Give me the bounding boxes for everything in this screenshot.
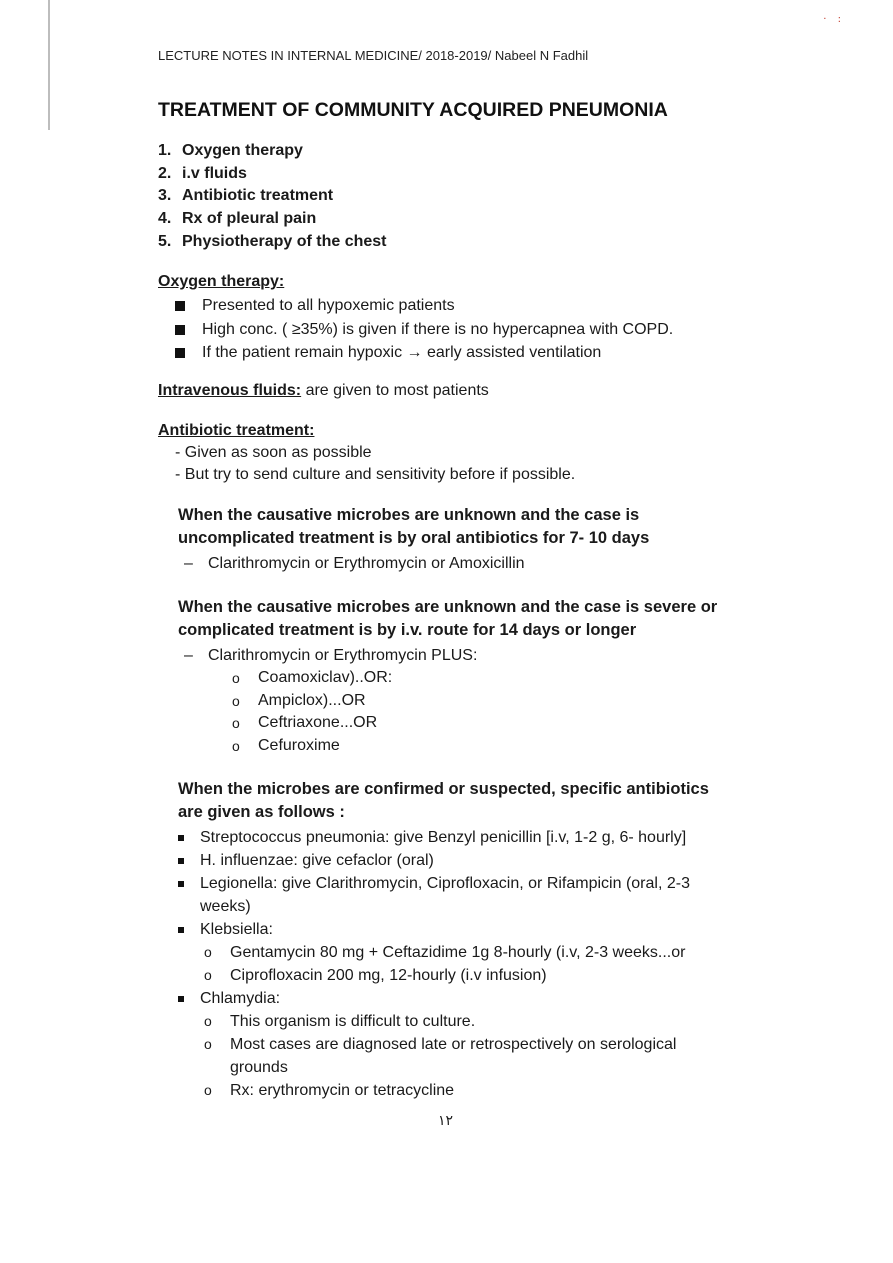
antibiotic-section bbox=[158, 420, 575, 486]
list-item: H. influenzae: give cefaclor (oral) bbox=[178, 849, 738, 872]
list-item: o Ampiclox)...OR bbox=[178, 690, 738, 713]
oxygen-list bbox=[158, 294, 673, 365]
scan-speck: · : bbox=[823, 14, 845, 25]
severe-list bbox=[178, 644, 738, 667]
list-item: o This organism is difficult to culture. bbox=[200, 1010, 738, 1033]
circle-bullet-icon: o bbox=[204, 1013, 212, 1029]
square-bullet-icon bbox=[175, 325, 185, 335]
page-number: ١٢ bbox=[438, 1113, 454, 1129]
outline-item: 1. Oxygen therapy bbox=[158, 142, 303, 159]
square-bullet-icon bbox=[175, 301, 185, 311]
list-item: - But try to send culture and sensitivity before if possible. bbox=[175, 466, 576, 483]
circle-bullet-icon: o bbox=[204, 1082, 212, 1098]
organism-list bbox=[178, 826, 738, 1102]
uncomplicated-paragraph: When the causative microbes are unknown and the case is uncomplicated treatment is by oral antibiotics for 7- 10 days bbox=[178, 506, 650, 547]
list-item: o Rx: erythromycin or tetracycline bbox=[200, 1079, 738, 1102]
list-item: Klebsiella: o Gentamycin 80 mg + Ceftazidime 1g 8-hourly (i.v, 2-3 weeks...or o Ciprofloxacin 200 mg, 12-hourly (i.v infusion) bbox=[178, 918, 738, 987]
uncomplicated-block bbox=[178, 504, 738, 575]
list-item: o Coamoxiclav)..OR: bbox=[178, 667, 738, 690]
square-bullet-icon bbox=[178, 858, 184, 864]
confirmed-paragraph: When the microbes are confirmed or suspected, specific antibiotics are given as follows : bbox=[178, 780, 709, 821]
list-item: o Cefuroxime bbox=[178, 735, 738, 758]
circle-bullet-icon: o bbox=[232, 670, 240, 686]
list-item: If the patient remain hypoxic → early assisted ventilation bbox=[158, 341, 673, 365]
square-bullet-icon bbox=[175, 348, 185, 358]
page-title: TREATMENT OF COMMUNITY ACQUIRED PNEUMONIA bbox=[158, 99, 668, 121]
circle-bullet-icon: o bbox=[232, 692, 240, 709]
circle-bullet-icon: o bbox=[204, 967, 212, 983]
klebsiella-options bbox=[200, 941, 738, 987]
circle-bullet-icon: o bbox=[204, 944, 212, 960]
fluids-section bbox=[158, 380, 489, 402]
outline-item: 3. Antibiotic treatment bbox=[158, 187, 334, 205]
list-item: High conc. ( ≥35%) is given if there is no hypercapnea with COPD. bbox=[158, 318, 673, 342]
severe-paragraph: When the causative microbes are unknown and the case is severe or complicated treatment is by i.v. route for 14 days or longer bbox=[178, 598, 718, 639]
list-item: - Given as soon as possible bbox=[175, 444, 372, 461]
list-item: – Clarithromycin or Erythromycin or Amoxicillin bbox=[184, 555, 525, 572]
list-item: o Ciprofloxacin 200 mg, 12-hourly (i.v infusion) bbox=[200, 964, 738, 987]
fluids-text: are given to most patients bbox=[301, 382, 489, 399]
treatment-outline bbox=[158, 140, 387, 254]
antibiotic-notes bbox=[158, 442, 575, 486]
list-item: – Clarithromycin or Erythromycin PLUS: bbox=[184, 647, 478, 664]
circle-bullet-icon: o bbox=[204, 1036, 212, 1052]
confirmed-block bbox=[178, 778, 738, 1102]
list-item: o Ceftriaxone...OR bbox=[178, 712, 738, 735]
square-bullet-icon bbox=[178, 835, 184, 841]
circle-bullet-icon: o bbox=[232, 715, 240, 732]
antibiotic-heading: Antibiotic treatment: bbox=[158, 422, 315, 439]
scan-edge-mark bbox=[48, 0, 50, 130]
uncomplicated-list bbox=[178, 552, 738, 575]
list-item: o Gentamycin 80 mg + Ceftazidime 1g 8-hourly (i.v, 2-3 weeks...or bbox=[200, 941, 738, 964]
outline-item: 2. i.v fluids bbox=[158, 164, 247, 182]
list-item: Chlamydia: o This organism is difficult to culture. o Most cases are diagnosed late or retrospectively on serological grounds o Rx: erythromycin or tetracycline bbox=[178, 987, 738, 1102]
square-bullet-icon bbox=[178, 927, 184, 933]
list-item: Legionella: give Clarithromycin, Ciprofloxacin, or Rifampicin (oral, 2-3 weeks) bbox=[178, 872, 738, 918]
severe-options bbox=[178, 667, 738, 757]
outline-item: 5. Physiotherapy of the chest bbox=[158, 232, 387, 250]
outline-item: 4. Rx of pleural pain bbox=[158, 210, 317, 228]
square-bullet-icon bbox=[178, 996, 184, 1002]
oxygen-heading: Oxygen therapy: bbox=[158, 273, 285, 290]
square-bullet-icon bbox=[178, 881, 184, 887]
oxygen-section bbox=[158, 271, 673, 365]
list-item: Streptococcus pneumonia: give Benzyl penicillin [i.v, 1-2 g, 6- hourly] bbox=[178, 826, 738, 849]
chlamydia-notes bbox=[200, 1010, 738, 1102]
fluids-heading: Intravenous fluids: bbox=[158, 382, 302, 399]
list-item: o Most cases are diagnosed late or retrospectively on serological grounds bbox=[200, 1033, 738, 1079]
running-header: LECTURE NOTES IN INTERNAL MEDICINE/ 2018-2019/ Nabeel N Fadhil bbox=[158, 48, 589, 63]
circle-bullet-icon: o bbox=[232, 737, 240, 754]
severe-block bbox=[178, 596, 738, 757]
list-item: Presented to all hypoxemic patients bbox=[158, 294, 673, 318]
